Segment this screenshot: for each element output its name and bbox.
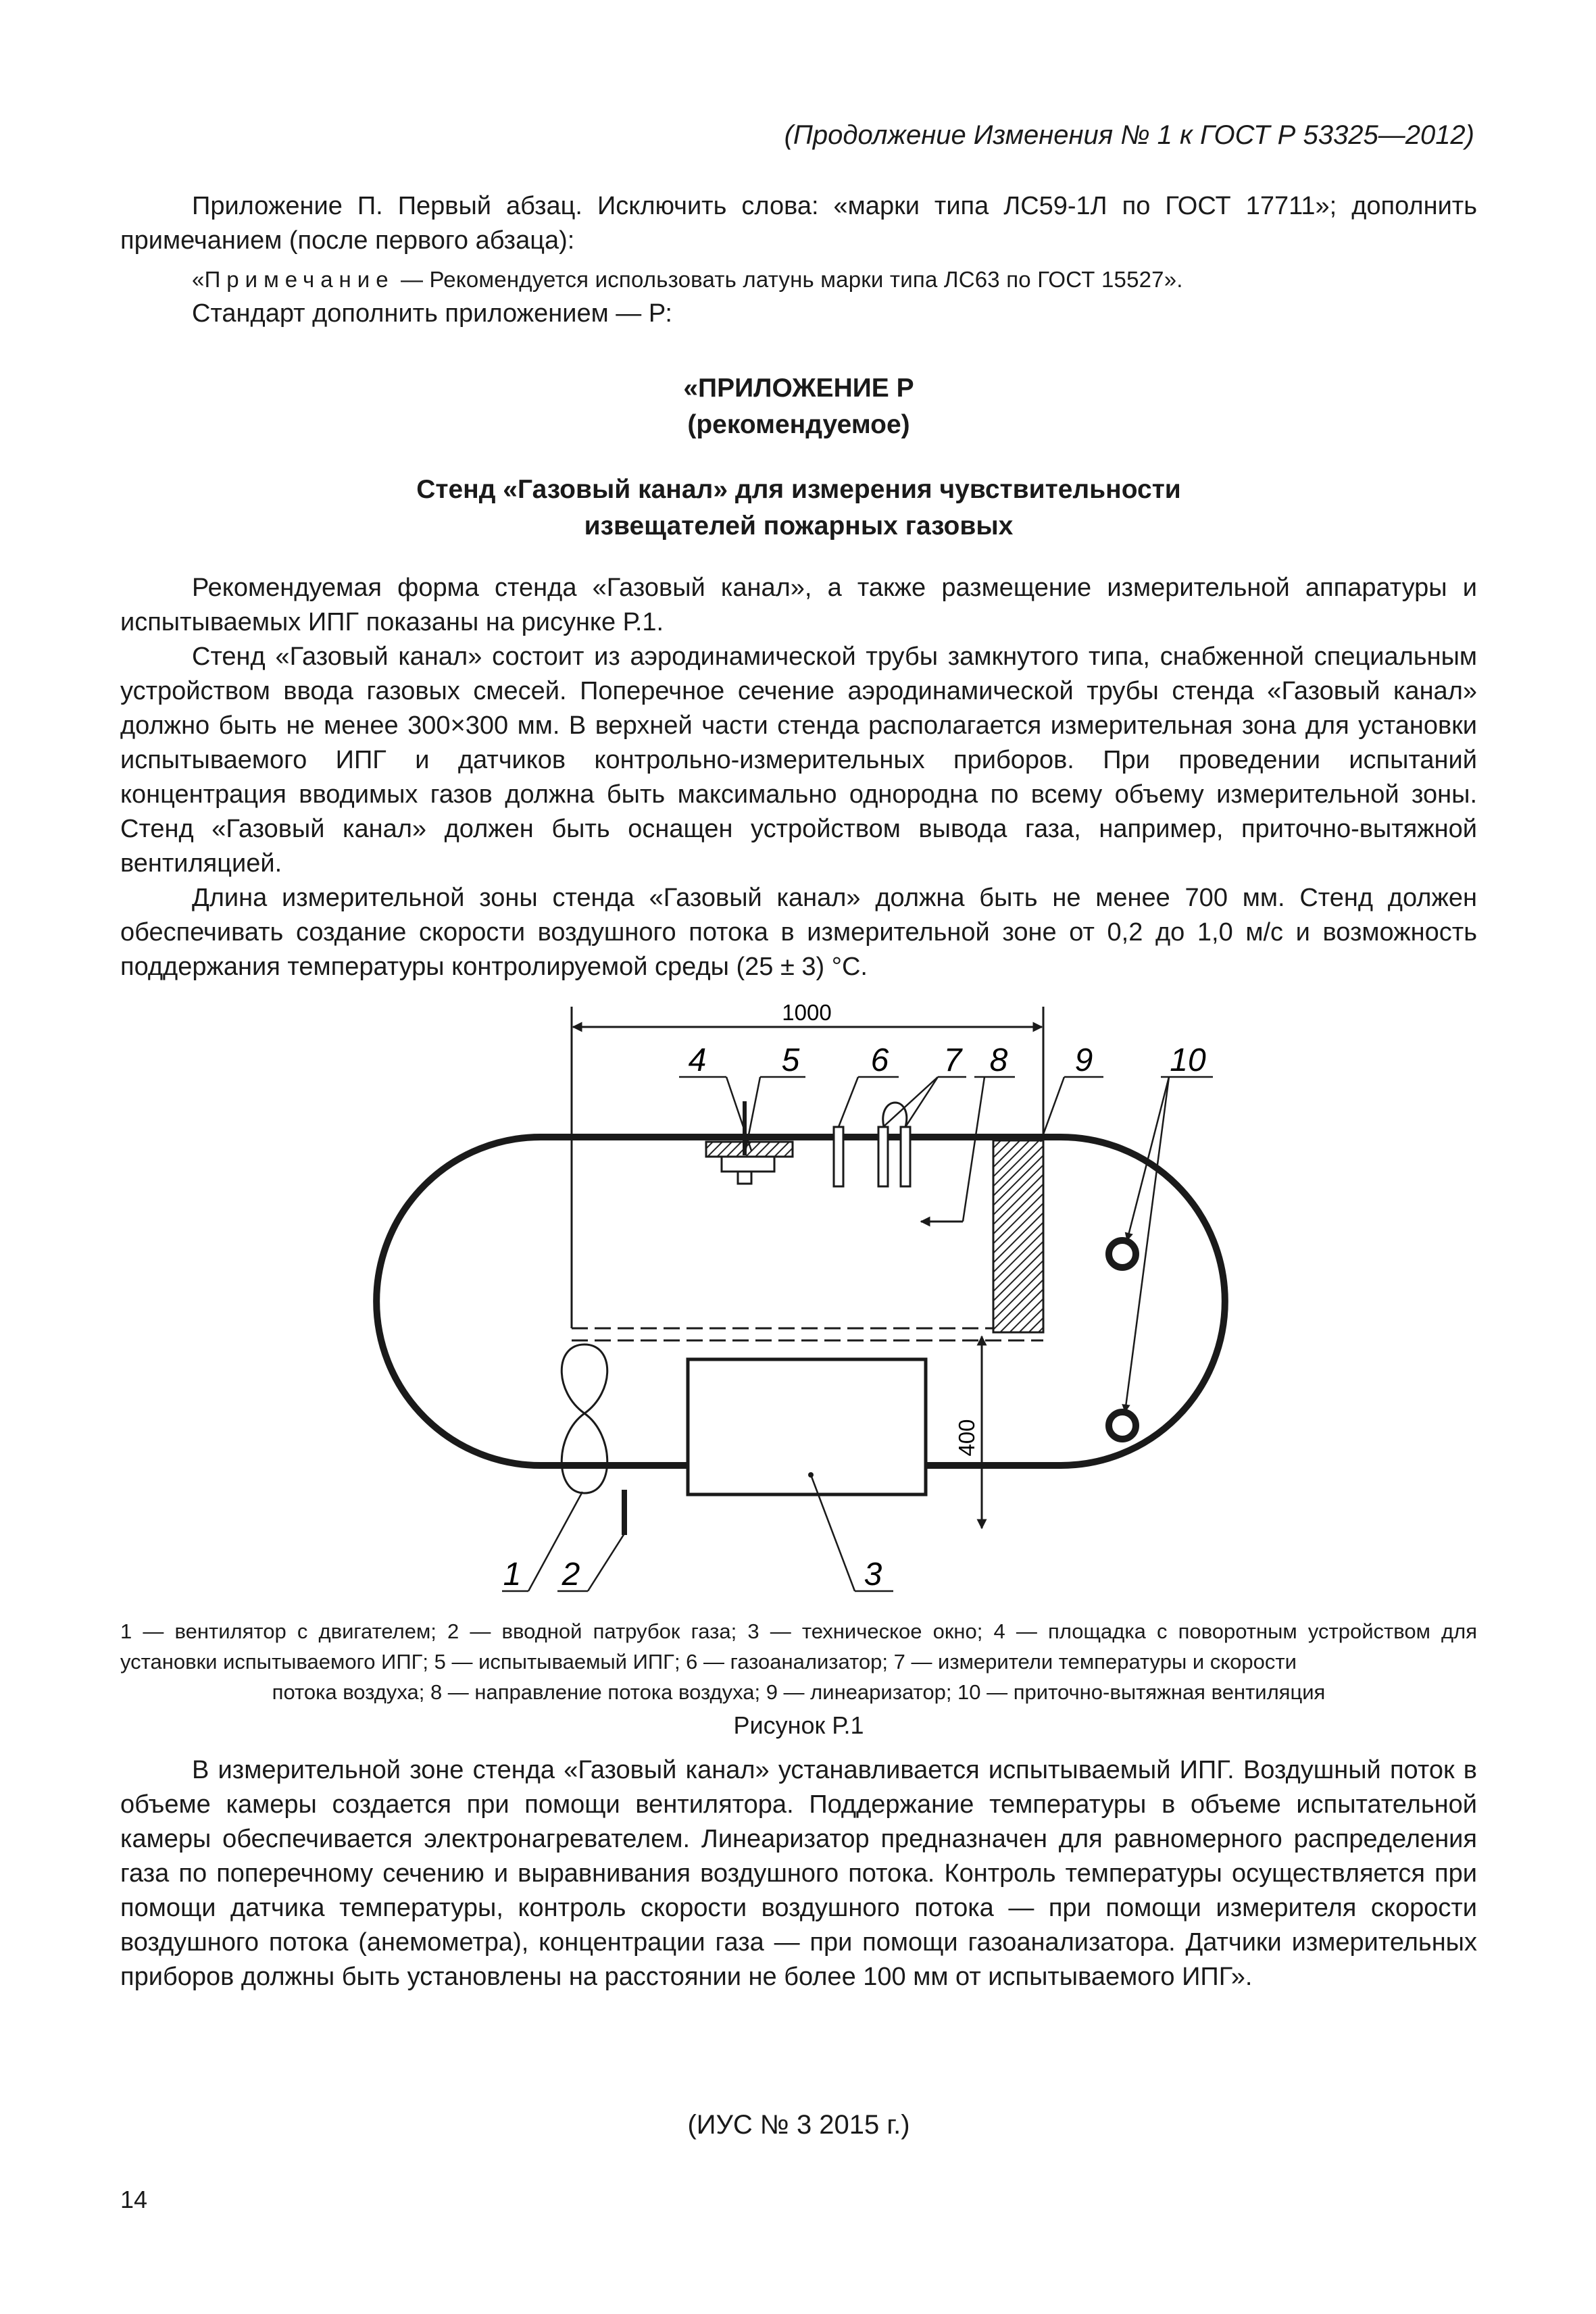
callout-2: 2 [562,1557,580,1592]
note-label: Примечание [204,267,395,292]
body-block-2 [120,1753,1477,1994]
gas-analyzer [834,1127,843,1186]
page-number: 14 [120,2186,148,2213]
callout-7: 7 [943,1042,962,1078]
dimension-1000-label: 1000 [782,1000,832,1025]
callout-9: 9 [1074,1042,1093,1078]
intro-paragraph-2: Стандарт дополнить приложением — Р: [192,299,672,328]
linearizer [993,1140,1043,1332]
figure-caption: Рисунок Р.1 [733,1711,864,1739]
callout-4: 4 [688,1042,707,1078]
callout-10: 10 [1170,1042,1206,1078]
callout-3: 3 [864,1557,882,1592]
callout-8: 8 [989,1042,1008,1078]
callout-5: 5 [781,1042,800,1078]
appendix-heading: Стенд «Газовый канал» для измерения чувствительности извещателей пожарных газовых [416,475,1181,540]
legend-line-1: 1 — вентилятор с двигателем; 2 — вводной патрубок газа; 3 — техническое окно; 4 — площадка с поворотным устройством для установки испытываемого ИПГ; 5 — испытываемый ИПГ; 6 — газоанализатор; 7 — измерители температуры и скорости [120,1619,1477,1674]
note-text: — Рекомендуется использовать латунь марки типа ЛС63 по ГОСТ 15527». [394,267,1183,292]
callout-6: 6 [870,1042,889,1078]
technical-window [688,1359,926,1494]
appendix-subtitle: (рекомендуемое) [687,410,910,439]
intro-paragraph-1: Приложение П. Первый абзац. Исключить слова: «марки типа ЛС59-1Л по ГОСТ 17711»; дополнить примечанием (после первого абзаца): [120,192,1477,255]
appendix-title: «ПРИЛОЖЕНИЕ Р [683,374,914,403]
ventilation-port-upper [1109,1240,1136,1267]
fan-icon [562,1344,607,1493]
body-paragraph-2: Стенд «Газовый канал» состоит из аэродинамической трубы замкнутого типа, снабженной специальным устройством ввода газовых смесей. Поперечное сечение аэродинамической трубы стенда «Газовый канал» должно быть не менее 300×300 мм. В верхней части стенда располагается измерительная зона для установки испытываемого ИПГ и датчиков контрольно-измерительных приборов. При проведении испытаний концентрация вводимых газов должна быть максимально однородна по всему объему измерительной зоны. Стенд «Газовый канал» должен быть оснащен устройством вывода газа, например, приточно-вытяжной вентиляцией. [120,643,1477,878]
figure-legend [120,1616,1477,1707]
running-header: (Продолжение Изменения № 1 к ГОСТ Р 53325—2012) [784,120,1474,150]
note-paragraph: «Примечание — Рекомендуется использовать латунь марки типа ЛС63 по ГОСТ 15527». [192,267,1183,292]
air-speed-sensor [901,1127,910,1186]
ventilation-port-lower [1109,1412,1136,1439]
body-paragraph-3: Длина измерительной зоны стенда «Газовый канал» должна быть не менее 700 мм. Стенд должен обеспечивать создание скорости воздушного потока в измерительной зоне от 0,2 до 1,0 м/с и возможность поддержания температуры контролируемой среды (25 ± 3) °С. [120,884,1477,981]
body-paragraph-4: В измерительной зоне стенда «Газовый канал» устанавливается испытываемый ИПГ. Воздушный поток в объеме камеры создается при помощи вентилятора. Поддержание температуры в объеме испытательной камеры обеспечивается электронагревателем. Линеаризатор предназначен для равномерного распределения газа по поперечному сечению и выравнивания воздушного потока. Контроль температуры осуществляется при помощи датчика температуры, контроль скорости воздушного потока — при помощи измерителя скорости воздушного потока (анемометра), концентрации газа — при помощи газоанализатора. Датчики измерительных приборов должны быть установлены на расстоянии не более 100 мм от испытываемого ИПГ». [120,1756,1477,1991]
dimension-400-label: 400 [954,1419,979,1457]
temperature-sensor [878,1127,888,1186]
body-paragraph-1: Рекомендуемая форма стенда «Газовый канал», а также размещение измерительной аппаратуры и испытываемых ИПГ показаны на рисунке Р.1. [120,574,1477,636]
callout-1: 1 [503,1557,522,1592]
legend-line-2: потока воздуха; 8 — направление потока воздуха; 9 — линеаризатор; 10 — приточно-вытяжная вентиляция [272,1680,1326,1704]
ius-reference: (ИУС № 3 2015 г.) [687,2110,910,2140]
